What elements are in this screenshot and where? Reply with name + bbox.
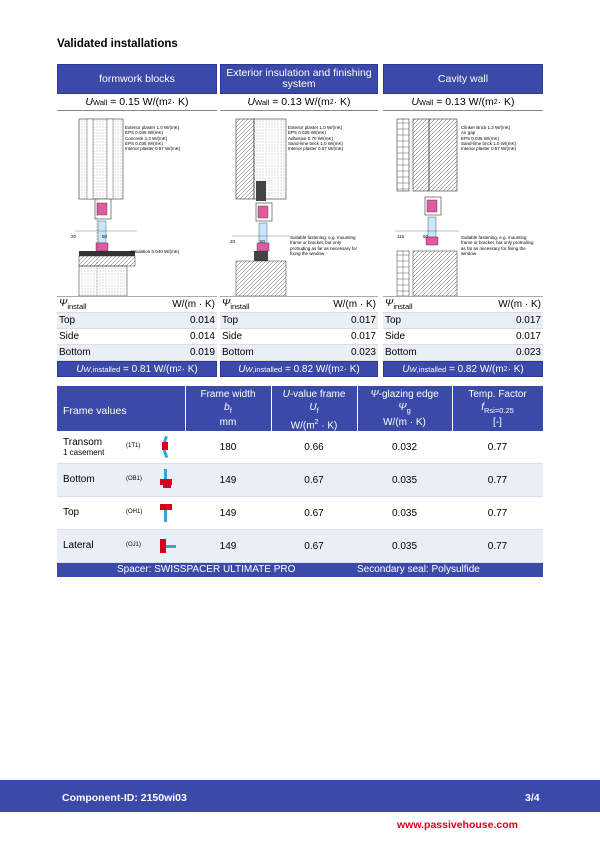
frame-table-header — [57, 386, 543, 431]
psi-header: $\Psi_{install}$ W/(m · K) — [385, 298, 541, 311]
layer-label: EPS 0.035 W/(mK) — [461, 135, 500, 141]
installation-drawing — [57, 111, 217, 297]
svg-text:20: 20 — [71, 234, 77, 239]
layer-label: Air gap — [461, 130, 476, 136]
frame-values-table — [57, 386, 543, 577]
installation-title: Exterior insulation and finishing system — [220, 64, 378, 94]
page-footer — [0, 780, 600, 812]
page-number: 3/4 — [525, 792, 540, 804]
psi-row-top: Top 0.014 — [57, 313, 217, 329]
svg-text:50: 50 — [423, 234, 429, 239]
psi-row-side: Side 0.017 — [383, 329, 543, 345]
layer-label: Clinker Brick 1.2 W/(mK) — [461, 125, 511, 130]
installation-formwork-blocks — [57, 64, 217, 377]
uw-installed: U W,installed = 0.82 W/(m 2 · K) — [220, 361, 378, 377]
svg-text:50: 50 — [102, 234, 108, 239]
installation-title: Cavity wall — [383, 64, 543, 94]
frame-table-footer — [57, 563, 543, 577]
section-heading: Validated installations — [57, 38, 178, 50]
layer-label: Interior plaster 0.57 W/(mK) — [461, 146, 517, 152]
psi-row-bottom: Bottom 0.023 — [383, 345, 543, 361]
frame-row-transom: Transom 1 casement (1T1) 180 0.66 0.032 0.77 — [57, 431, 543, 464]
installation-cavity-wall — [383, 64, 543, 377]
installation-eifs — [220, 64, 378, 377]
svg-text:20: 20 — [230, 239, 236, 244]
col-u-value-frame: U-value frame $U_f$ $W/(m^2 \cdot K)$ — [282, 389, 346, 432]
psi-row-side: Side 0.017 — [220, 329, 378, 345]
layer-label: Exterior plaster 1.0 W/(mK) — [125, 125, 180, 130]
u-wall-value: U Wall = 0.13 W/(m 2 · K) — [220, 94, 378, 111]
fastening-note: Suitable fastening, e.g. mounting frame or bracket, but only protruding as far as necessary for fixing the window — [290, 235, 358, 256]
component-id: Component-ID: 2150wi03 — [62, 792, 187, 804]
col-frame-width: Frame width $b_f$ mm — [200, 389, 256, 428]
psi-row-top: Top 0.017 — [383, 313, 543, 329]
installation-drawing — [383, 111, 543, 297]
seal-info: Secondary seal: Polysulfide — [357, 564, 480, 575]
frame-values-label: Frame values — [63, 405, 127, 417]
installation-title: formwork blocks — [57, 64, 217, 94]
psi-row-top: Top 0.017 — [220, 313, 378, 329]
frame-row-lateral: Lateral (OJ1) 149 0.67 0.035 0.77 — [57, 530, 543, 563]
layer-label: EPS 0.035 W/(mK) — [125, 130, 164, 136]
installation-drawing — [220, 111, 378, 297]
bottom-section-icon — [154, 467, 178, 493]
u-wall-value: U Wall = 0.13 W/(m 2 · K) — [383, 94, 543, 111]
col-psi-glazing-edge: Ψ-glazing edge $\Psi_g$ W/(m · K) — [370, 389, 439, 428]
lateral-section-icon — [154, 533, 178, 559]
website-link[interactable]: www.passivehouse.com — [397, 819, 518, 831]
psi-header: $\Psi_{install}$ W/(m · K) — [222, 298, 376, 311]
transom-section-icon — [154, 434, 178, 460]
col-temp-factor: Temp. Factor $f_{Rsi=0.25}$ [-] — [468, 389, 527, 428]
layer-label: Interior plaster 0.57 W/(mK) — [288, 146, 344, 152]
layer-label: EPS 0.035 W/(mK) — [288, 130, 327, 136]
psi-header: $\Psi_{install}$ W/(m · K) — [59, 298, 215, 311]
layer-label: EPS 0.035 W/(mK) — [125, 140, 164, 146]
psi-row-bottom: Bottom 0.019 — [57, 345, 217, 361]
frame-row-top: Top (OH1) 149 0.67 0.035 0.77 — [57, 497, 543, 530]
spacer-info: Spacer: SWISSPACER ULTIMATE PRO — [117, 564, 296, 575]
layer-label: Sand-lime brick 1.0 W/(mK) — [461, 140, 517, 146]
layer-label: Exterior plaster 1.0 W/(mK) — [288, 125, 343, 130]
u-wall-value: U Wall = 0.15 W/(m 2 · K) — [57, 94, 217, 111]
psi-row-side: Side 0.014 — [57, 329, 217, 345]
layer-label: Concrete 2.3 W/(mK) — [125, 135, 168, 141]
uw-installed: U W,installed = 0.82 W/(m 2 · K) — [383, 361, 543, 377]
svg-text:50: 50 — [260, 239, 266, 244]
layer-label: Sand-lime brick 1.0 W/(mK) — [288, 140, 344, 146]
layer-label: Interior plaster 0.57 W/(mK) — [125, 146, 181, 152]
frame-row-bottom: Bottom (OB1) 149 0.67 0.035 0.77 — [57, 464, 543, 497]
uw-installed: U W,installed = 0.81 W/(m 2 · K) — [57, 361, 217, 377]
psi-row-bottom: Bottom 0.023 — [220, 345, 378, 361]
top-section-icon — [154, 500, 178, 526]
layer-label: Adhesive 0.70 W/(mK) — [288, 135, 334, 141]
svg-text:115: 115 — [397, 234, 405, 239]
insulation-note: Insulation 0.040 W/(mK) — [131, 249, 180, 254]
fastening-note: Suitable fastening, e.g. mounting frame or bracket, but only protruding as far as necessary for fixing the window — [461, 235, 534, 256]
